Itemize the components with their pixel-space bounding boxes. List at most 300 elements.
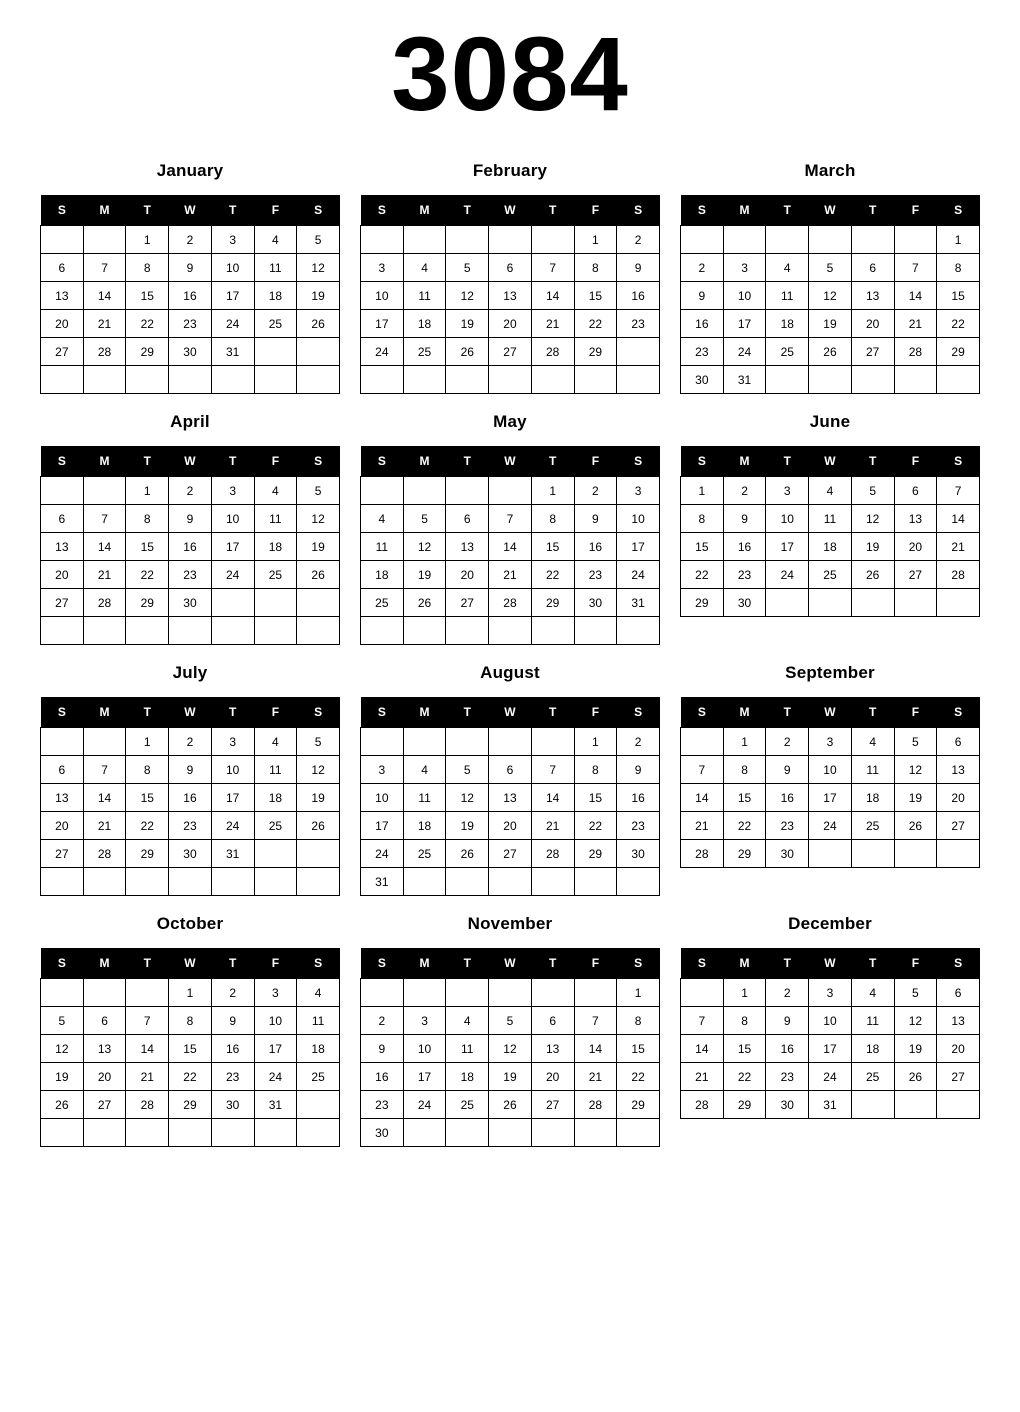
day-cell[interactable]: 7 bbox=[681, 1007, 724, 1035]
day-cell[interactable]: 15 bbox=[126, 282, 169, 310]
day-cell[interactable]: 30 bbox=[766, 840, 809, 868]
day-cell[interactable]: 2 bbox=[766, 728, 809, 756]
day-cell[interactable]: 14 bbox=[574, 1035, 617, 1063]
day-cell[interactable]: 11 bbox=[809, 505, 852, 533]
day-cell[interactable]: 25 bbox=[361, 589, 404, 617]
day-cell[interactable]: 27 bbox=[41, 338, 84, 366]
day-cell[interactable]: 21 bbox=[531, 310, 574, 338]
day-cell[interactable]: 13 bbox=[446, 533, 489, 561]
day-cell[interactable]: 22 bbox=[937, 310, 980, 338]
day-cell[interactable]: 18 bbox=[851, 1035, 894, 1063]
day-cell[interactable]: 25 bbox=[809, 561, 852, 589]
day-cell[interactable]: 27 bbox=[894, 561, 937, 589]
day-cell[interactable]: 8 bbox=[723, 1007, 766, 1035]
day-cell[interactable]: 3 bbox=[361, 756, 404, 784]
day-cell[interactable]: 26 bbox=[894, 812, 937, 840]
day-cell[interactable]: 18 bbox=[403, 310, 446, 338]
day-cell[interactable]: 15 bbox=[617, 1035, 660, 1063]
day-cell[interactable]: 4 bbox=[254, 728, 297, 756]
day-cell[interactable]: 21 bbox=[83, 812, 126, 840]
day-cell[interactable]: 19 bbox=[297, 784, 340, 812]
day-cell[interactable]: 6 bbox=[489, 254, 532, 282]
day-cell[interactable]: 26 bbox=[894, 1063, 937, 1091]
day-cell[interactable]: 4 bbox=[361, 505, 404, 533]
day-cell[interactable]: 26 bbox=[851, 561, 894, 589]
day-cell[interactable]: 7 bbox=[489, 505, 532, 533]
day-cell[interactable]: 11 bbox=[254, 254, 297, 282]
day-cell[interactable]: 16 bbox=[766, 1035, 809, 1063]
day-cell[interactable]: 19 bbox=[297, 533, 340, 561]
day-cell[interactable]: 8 bbox=[574, 756, 617, 784]
day-cell[interactable]: 24 bbox=[723, 338, 766, 366]
day-cell[interactable]: 29 bbox=[126, 589, 169, 617]
day-cell[interactable]: 25 bbox=[766, 338, 809, 366]
day-cell[interactable]: 6 bbox=[41, 756, 84, 784]
day-cell[interactable]: 31 bbox=[361, 868, 404, 896]
day-cell[interactable]: 29 bbox=[937, 338, 980, 366]
day-cell[interactable]: 22 bbox=[169, 1063, 212, 1091]
day-cell[interactable]: 17 bbox=[211, 533, 254, 561]
day-cell[interactable]: 3 bbox=[211, 226, 254, 254]
day-cell[interactable]: 28 bbox=[894, 338, 937, 366]
day-cell[interactable]: 17 bbox=[211, 282, 254, 310]
day-cell[interactable]: 11 bbox=[254, 756, 297, 784]
day-cell[interactable]: 2 bbox=[211, 979, 254, 1007]
day-cell[interactable]: 9 bbox=[617, 756, 660, 784]
day-cell[interactable]: 20 bbox=[446, 561, 489, 589]
day-cell[interactable]: 13 bbox=[531, 1035, 574, 1063]
day-cell[interactable]: 27 bbox=[937, 812, 980, 840]
day-cell[interactable]: 22 bbox=[681, 561, 724, 589]
day-cell[interactable]: 4 bbox=[446, 1007, 489, 1035]
day-cell[interactable]: 18 bbox=[766, 310, 809, 338]
day-cell[interactable]: 24 bbox=[211, 310, 254, 338]
day-cell[interactable]: 17 bbox=[361, 812, 404, 840]
day-cell[interactable]: 13 bbox=[41, 533, 84, 561]
day-cell[interactable]: 7 bbox=[531, 756, 574, 784]
day-cell[interactable]: 13 bbox=[937, 1007, 980, 1035]
day-cell[interactable]: 16 bbox=[169, 784, 212, 812]
day-cell[interactable]: 15 bbox=[681, 533, 724, 561]
day-cell[interactable]: 7 bbox=[83, 254, 126, 282]
day-cell[interactable]: 2 bbox=[723, 477, 766, 505]
day-cell[interactable]: 8 bbox=[531, 505, 574, 533]
day-cell[interactable]: 10 bbox=[403, 1035, 446, 1063]
day-cell[interactable]: 10 bbox=[723, 282, 766, 310]
day-cell[interactable]: 19 bbox=[297, 282, 340, 310]
day-cell[interactable]: 8 bbox=[574, 254, 617, 282]
day-cell[interactable]: 5 bbox=[851, 477, 894, 505]
day-cell[interactable]: 5 bbox=[446, 254, 489, 282]
day-cell[interactable]: 11 bbox=[766, 282, 809, 310]
day-cell[interactable]: 10 bbox=[809, 1007, 852, 1035]
day-cell[interactable]: 4 bbox=[254, 477, 297, 505]
day-cell[interactable]: 7 bbox=[126, 1007, 169, 1035]
day-cell[interactable]: 21 bbox=[126, 1063, 169, 1091]
day-cell[interactable]: 19 bbox=[851, 533, 894, 561]
day-cell[interactable]: 24 bbox=[361, 840, 404, 868]
day-cell[interactable]: 21 bbox=[681, 812, 724, 840]
day-cell[interactable]: 16 bbox=[361, 1063, 404, 1091]
day-cell[interactable]: 21 bbox=[83, 310, 126, 338]
day-cell[interactable]: 9 bbox=[723, 505, 766, 533]
day-cell[interactable]: 8 bbox=[126, 756, 169, 784]
day-cell[interactable]: 25 bbox=[403, 840, 446, 868]
day-cell[interactable]: 24 bbox=[617, 561, 660, 589]
day-cell[interactable]: 15 bbox=[723, 1035, 766, 1063]
day-cell[interactable]: 10 bbox=[211, 756, 254, 784]
day-cell[interactable]: 24 bbox=[361, 338, 404, 366]
day-cell[interactable]: 20 bbox=[41, 310, 84, 338]
day-cell[interactable]: 14 bbox=[531, 784, 574, 812]
day-cell[interactable]: 4 bbox=[851, 728, 894, 756]
day-cell[interactable]: 15 bbox=[723, 784, 766, 812]
day-cell[interactable]: 28 bbox=[574, 1091, 617, 1119]
day-cell[interactable]: 3 bbox=[766, 477, 809, 505]
day-cell[interactable]: 8 bbox=[126, 254, 169, 282]
day-cell[interactable]: 29 bbox=[723, 1091, 766, 1119]
day-cell[interactable]: 22 bbox=[531, 561, 574, 589]
day-cell[interactable]: 6 bbox=[851, 254, 894, 282]
day-cell[interactable]: 30 bbox=[723, 589, 766, 617]
day-cell[interactable]: 23 bbox=[169, 812, 212, 840]
day-cell[interactable]: 4 bbox=[297, 979, 340, 1007]
day-cell[interactable]: 29 bbox=[574, 840, 617, 868]
day-cell[interactable]: 14 bbox=[681, 784, 724, 812]
day-cell[interactable]: 28 bbox=[489, 589, 532, 617]
day-cell[interactable]: 22 bbox=[723, 1063, 766, 1091]
day-cell[interactable]: 1 bbox=[574, 226, 617, 254]
day-cell[interactable]: 12 bbox=[297, 254, 340, 282]
day-cell[interactable]: 22 bbox=[574, 310, 617, 338]
day-cell[interactable]: 1 bbox=[723, 979, 766, 1007]
day-cell[interactable]: 29 bbox=[126, 338, 169, 366]
day-cell[interactable]: 11 bbox=[403, 282, 446, 310]
day-cell[interactable]: 18 bbox=[361, 561, 404, 589]
day-cell[interactable]: 11 bbox=[297, 1007, 340, 1035]
day-cell[interactable]: 24 bbox=[211, 561, 254, 589]
day-cell[interactable]: 1 bbox=[531, 477, 574, 505]
day-cell[interactable]: 27 bbox=[41, 589, 84, 617]
day-cell[interactable]: 11 bbox=[403, 784, 446, 812]
day-cell[interactable]: 27 bbox=[851, 338, 894, 366]
day-cell[interactable]: 26 bbox=[297, 812, 340, 840]
day-cell[interactable]: 1 bbox=[937, 226, 980, 254]
day-cell[interactable]: 23 bbox=[617, 812, 660, 840]
day-cell[interactable]: 19 bbox=[894, 1035, 937, 1063]
day-cell[interactable]: 20 bbox=[41, 812, 84, 840]
day-cell[interactable]: 25 bbox=[254, 561, 297, 589]
day-cell[interactable]: 14 bbox=[83, 533, 126, 561]
day-cell[interactable]: 30 bbox=[211, 1091, 254, 1119]
day-cell[interactable]: 1 bbox=[723, 728, 766, 756]
day-cell[interactable]: 9 bbox=[766, 1007, 809, 1035]
day-cell[interactable]: 28 bbox=[83, 589, 126, 617]
day-cell[interactable]: 12 bbox=[403, 533, 446, 561]
day-cell[interactable]: 28 bbox=[126, 1091, 169, 1119]
day-cell[interactable]: 1 bbox=[169, 979, 212, 1007]
day-cell[interactable]: 20 bbox=[937, 784, 980, 812]
day-cell[interactable]: 16 bbox=[723, 533, 766, 561]
day-cell[interactable]: 2 bbox=[617, 226, 660, 254]
day-cell[interactable]: 28 bbox=[83, 840, 126, 868]
day-cell[interactable]: 17 bbox=[809, 784, 852, 812]
day-cell[interactable]: 11 bbox=[851, 756, 894, 784]
day-cell[interactable]: 14 bbox=[531, 282, 574, 310]
day-cell[interactable]: 26 bbox=[41, 1091, 84, 1119]
day-cell[interactable]: 24 bbox=[809, 812, 852, 840]
day-cell[interactable]: 3 bbox=[809, 979, 852, 1007]
day-cell[interactable]: 29 bbox=[169, 1091, 212, 1119]
day-cell[interactable]: 12 bbox=[41, 1035, 84, 1063]
day-cell[interactable]: 2 bbox=[766, 979, 809, 1007]
day-cell[interactable]: 5 bbox=[41, 1007, 84, 1035]
day-cell[interactable]: 5 bbox=[403, 505, 446, 533]
day-cell[interactable]: 27 bbox=[41, 840, 84, 868]
day-cell[interactable]: 7 bbox=[531, 254, 574, 282]
day-cell[interactable]: 23 bbox=[211, 1063, 254, 1091]
day-cell[interactable]: 25 bbox=[297, 1063, 340, 1091]
day-cell[interactable]: 25 bbox=[446, 1091, 489, 1119]
day-cell[interactable]: 8 bbox=[681, 505, 724, 533]
day-cell[interactable]: 15 bbox=[531, 533, 574, 561]
day-cell[interactable]: 2 bbox=[169, 477, 212, 505]
day-cell[interactable]: 26 bbox=[446, 338, 489, 366]
day-cell[interactable]: 18 bbox=[297, 1035, 340, 1063]
day-cell[interactable]: 23 bbox=[723, 561, 766, 589]
day-cell[interactable]: 8 bbox=[169, 1007, 212, 1035]
day-cell[interactable]: 12 bbox=[446, 784, 489, 812]
day-cell[interactable]: 30 bbox=[681, 366, 724, 394]
day-cell[interactable]: 9 bbox=[211, 1007, 254, 1035]
day-cell[interactable]: 5 bbox=[809, 254, 852, 282]
day-cell[interactable]: 13 bbox=[83, 1035, 126, 1063]
day-cell[interactable]: 23 bbox=[766, 1063, 809, 1091]
day-cell[interactable]: 19 bbox=[403, 561, 446, 589]
day-cell[interactable]: 23 bbox=[361, 1091, 404, 1119]
day-cell[interactable]: 3 bbox=[254, 979, 297, 1007]
day-cell[interactable]: 15 bbox=[937, 282, 980, 310]
day-cell[interactable]: 18 bbox=[254, 784, 297, 812]
day-cell[interactable]: 12 bbox=[446, 282, 489, 310]
day-cell[interactable]: 18 bbox=[254, 533, 297, 561]
day-cell[interactable]: 13 bbox=[851, 282, 894, 310]
day-cell[interactable]: 15 bbox=[169, 1035, 212, 1063]
day-cell[interactable]: 30 bbox=[361, 1119, 404, 1147]
day-cell[interactable]: 6 bbox=[937, 979, 980, 1007]
day-cell[interactable]: 20 bbox=[489, 310, 532, 338]
day-cell[interactable]: 22 bbox=[126, 812, 169, 840]
day-cell[interactable]: 29 bbox=[617, 1091, 660, 1119]
day-cell[interactable]: 17 bbox=[361, 310, 404, 338]
day-cell[interactable]: 4 bbox=[403, 254, 446, 282]
day-cell[interactable]: 24 bbox=[809, 1063, 852, 1091]
day-cell[interactable]: 27 bbox=[489, 840, 532, 868]
day-cell[interactable]: 7 bbox=[937, 477, 980, 505]
day-cell[interactable]: 3 bbox=[361, 254, 404, 282]
day-cell[interactable]: 8 bbox=[937, 254, 980, 282]
day-cell[interactable]: 13 bbox=[41, 784, 84, 812]
day-cell[interactable]: 21 bbox=[489, 561, 532, 589]
day-cell[interactable]: 22 bbox=[126, 561, 169, 589]
day-cell[interactable]: 3 bbox=[617, 477, 660, 505]
day-cell[interactable]: 15 bbox=[126, 784, 169, 812]
day-cell[interactable]: 17 bbox=[403, 1063, 446, 1091]
day-cell[interactable]: 28 bbox=[531, 840, 574, 868]
day-cell[interactable]: 13 bbox=[489, 282, 532, 310]
day-cell[interactable]: 15 bbox=[574, 784, 617, 812]
day-cell[interactable]: 16 bbox=[169, 533, 212, 561]
day-cell[interactable]: 21 bbox=[937, 533, 980, 561]
day-cell[interactable]: 29 bbox=[531, 589, 574, 617]
day-cell[interactable]: 3 bbox=[211, 728, 254, 756]
day-cell[interactable]: 9 bbox=[766, 756, 809, 784]
day-cell[interactable]: 20 bbox=[531, 1063, 574, 1091]
day-cell[interactable]: 9 bbox=[574, 505, 617, 533]
day-cell[interactable]: 17 bbox=[617, 533, 660, 561]
day-cell[interactable]: 2 bbox=[361, 1007, 404, 1035]
day-cell[interactable]: 24 bbox=[403, 1091, 446, 1119]
day-cell[interactable]: 26 bbox=[809, 338, 852, 366]
day-cell[interactable]: 30 bbox=[617, 840, 660, 868]
day-cell[interactable]: 13 bbox=[41, 282, 84, 310]
day-cell[interactable]: 4 bbox=[403, 756, 446, 784]
day-cell[interactable]: 25 bbox=[254, 310, 297, 338]
day-cell[interactable]: 2 bbox=[617, 728, 660, 756]
day-cell[interactable]: 18 bbox=[851, 784, 894, 812]
day-cell[interactable]: 30 bbox=[574, 589, 617, 617]
day-cell[interactable]: 7 bbox=[681, 756, 724, 784]
day-cell[interactable]: 18 bbox=[403, 812, 446, 840]
day-cell[interactable]: 4 bbox=[254, 226, 297, 254]
day-cell[interactable]: 28 bbox=[83, 338, 126, 366]
day-cell[interactable]: 23 bbox=[574, 561, 617, 589]
day-cell[interactable]: 1 bbox=[126, 477, 169, 505]
day-cell[interactable]: 2 bbox=[169, 226, 212, 254]
day-cell[interactable]: 7 bbox=[83, 756, 126, 784]
day-cell[interactable]: 8 bbox=[126, 505, 169, 533]
day-cell[interactable]: 10 bbox=[809, 756, 852, 784]
day-cell[interactable]: 28 bbox=[681, 840, 724, 868]
day-cell[interactable]: 1 bbox=[617, 979, 660, 1007]
day-cell[interactable]: 25 bbox=[403, 338, 446, 366]
day-cell[interactable]: 23 bbox=[617, 310, 660, 338]
day-cell[interactable]: 13 bbox=[937, 756, 980, 784]
day-cell[interactable]: 30 bbox=[169, 840, 212, 868]
day-cell[interactable]: 20 bbox=[41, 561, 84, 589]
day-cell[interactable]: 9 bbox=[169, 254, 212, 282]
day-cell[interactable]: 10 bbox=[617, 505, 660, 533]
day-cell[interactable]: 29 bbox=[574, 338, 617, 366]
day-cell[interactable]: 2 bbox=[169, 728, 212, 756]
day-cell[interactable]: 10 bbox=[211, 505, 254, 533]
day-cell[interactable]: 16 bbox=[617, 282, 660, 310]
day-cell[interactable]: 28 bbox=[681, 1091, 724, 1119]
day-cell[interactable]: 24 bbox=[766, 561, 809, 589]
day-cell[interactable]: 6 bbox=[446, 505, 489, 533]
day-cell[interactable]: 16 bbox=[169, 282, 212, 310]
day-cell[interactable]: 21 bbox=[681, 1063, 724, 1091]
day-cell[interactable]: 31 bbox=[211, 338, 254, 366]
day-cell[interactable]: 14 bbox=[83, 282, 126, 310]
day-cell[interactable]: 27 bbox=[83, 1091, 126, 1119]
day-cell[interactable]: 21 bbox=[83, 561, 126, 589]
day-cell[interactable]: 22 bbox=[126, 310, 169, 338]
day-cell[interactable]: 19 bbox=[894, 784, 937, 812]
day-cell[interactable]: 15 bbox=[126, 533, 169, 561]
day-cell[interactable]: 21 bbox=[574, 1063, 617, 1091]
day-cell[interactable]: 27 bbox=[937, 1063, 980, 1091]
day-cell[interactable]: 25 bbox=[851, 1063, 894, 1091]
day-cell[interactable]: 26 bbox=[446, 840, 489, 868]
day-cell[interactable]: 5 bbox=[297, 477, 340, 505]
day-cell[interactable]: 12 bbox=[297, 505, 340, 533]
day-cell[interactable]: 6 bbox=[531, 1007, 574, 1035]
day-cell[interactable]: 20 bbox=[937, 1035, 980, 1063]
day-cell[interactable]: 31 bbox=[254, 1091, 297, 1119]
day-cell[interactable]: 8 bbox=[723, 756, 766, 784]
day-cell[interactable]: 25 bbox=[254, 812, 297, 840]
day-cell[interactable]: 10 bbox=[211, 254, 254, 282]
day-cell[interactable]: 23 bbox=[169, 561, 212, 589]
day-cell[interactable]: 12 bbox=[894, 1007, 937, 1035]
day-cell[interactable]: 17 bbox=[723, 310, 766, 338]
day-cell[interactable]: 1 bbox=[126, 728, 169, 756]
day-cell[interactable]: 21 bbox=[531, 812, 574, 840]
day-cell[interactable]: 1 bbox=[574, 728, 617, 756]
day-cell[interactable]: 5 bbox=[894, 728, 937, 756]
day-cell[interactable]: 18 bbox=[254, 282, 297, 310]
day-cell[interactable]: 23 bbox=[169, 310, 212, 338]
day-cell[interactable]: 12 bbox=[489, 1035, 532, 1063]
day-cell[interactable]: 12 bbox=[297, 756, 340, 784]
day-cell[interactable]: 13 bbox=[894, 505, 937, 533]
day-cell[interactable]: 15 bbox=[574, 282, 617, 310]
day-cell[interactable]: 4 bbox=[851, 979, 894, 1007]
day-cell[interactable]: 16 bbox=[617, 784, 660, 812]
day-cell[interactable]: 10 bbox=[361, 784, 404, 812]
day-cell[interactable]: 9 bbox=[169, 756, 212, 784]
day-cell[interactable]: 27 bbox=[489, 338, 532, 366]
day-cell[interactable]: 12 bbox=[894, 756, 937, 784]
day-cell[interactable]: 9 bbox=[361, 1035, 404, 1063]
day-cell[interactable]: 2 bbox=[574, 477, 617, 505]
day-cell[interactable]: 22 bbox=[617, 1063, 660, 1091]
day-cell[interactable]: 18 bbox=[809, 533, 852, 561]
day-cell[interactable]: 17 bbox=[254, 1035, 297, 1063]
day-cell[interactable]: 26 bbox=[297, 310, 340, 338]
day-cell[interactable]: 11 bbox=[446, 1035, 489, 1063]
day-cell[interactable]: 12 bbox=[809, 282, 852, 310]
day-cell[interactable]: 30 bbox=[169, 589, 212, 617]
day-cell[interactable]: 22 bbox=[723, 812, 766, 840]
day-cell[interactable]: 18 bbox=[446, 1063, 489, 1091]
day-cell[interactable]: 17 bbox=[766, 533, 809, 561]
day-cell[interactable]: 16 bbox=[766, 784, 809, 812]
day-cell[interactable]: 14 bbox=[937, 505, 980, 533]
day-cell[interactable]: 1 bbox=[126, 226, 169, 254]
day-cell[interactable]: 5 bbox=[489, 1007, 532, 1035]
day-cell[interactable]: 1 bbox=[681, 477, 724, 505]
day-cell[interactable]: 6 bbox=[894, 477, 937, 505]
day-cell[interactable]: 5 bbox=[894, 979, 937, 1007]
day-cell[interactable]: 16 bbox=[574, 533, 617, 561]
day-cell[interactable]: 29 bbox=[723, 840, 766, 868]
day-cell[interactable]: 9 bbox=[169, 505, 212, 533]
day-cell[interactable]: 16 bbox=[211, 1035, 254, 1063]
day-cell[interactable]: 27 bbox=[446, 589, 489, 617]
day-cell[interactable]: 31 bbox=[211, 840, 254, 868]
